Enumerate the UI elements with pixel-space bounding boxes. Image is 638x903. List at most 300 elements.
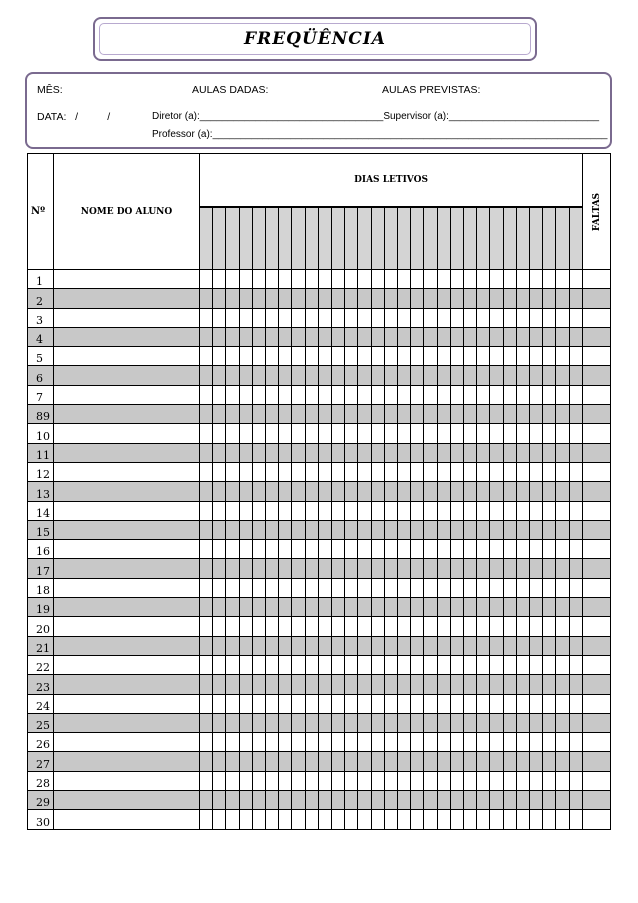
attendance-cell[interactable]	[279, 385, 292, 404]
attendance-cell[interactable]	[450, 289, 463, 308]
attendance-cell[interactable]	[530, 405, 543, 424]
attendance-cell[interactable]	[543, 733, 556, 752]
attendance-cell[interactable]	[332, 598, 345, 617]
attendance-cell[interactable]	[345, 308, 358, 327]
attendance-cell[interactable]	[318, 713, 331, 732]
attendance-cell[interactable]	[239, 598, 252, 617]
attendance-cell[interactable]	[332, 559, 345, 578]
attendance-cell[interactable]	[252, 655, 265, 674]
attendance-cell[interactable]	[252, 617, 265, 636]
attendance-cell[interactable]	[213, 636, 226, 655]
attendance-cell[interactable]	[450, 308, 463, 327]
attendance-cell[interactable]	[516, 713, 529, 732]
attendance-cell[interactable]	[318, 289, 331, 308]
attendance-cell[interactable]	[490, 675, 503, 694]
attendance-cell[interactable]	[226, 733, 239, 752]
attendance-cell[interactable]	[318, 675, 331, 694]
attendance-cell[interactable]	[266, 289, 279, 308]
attendance-cell[interactable]	[266, 308, 279, 327]
attendance-cell[interactable]	[398, 520, 411, 539]
attendance-cell[interactable]	[345, 810, 358, 829]
attendance-cell[interactable]	[318, 327, 331, 346]
attendance-cell[interactable]	[279, 675, 292, 694]
attendance-cell[interactable]	[292, 443, 305, 462]
attendance-cell[interactable]	[279, 405, 292, 424]
attendance-cell[interactable]	[384, 540, 397, 559]
attendance-cell[interactable]	[226, 655, 239, 674]
attendance-cell[interactable]	[213, 443, 226, 462]
attendance-cell[interactable]	[411, 559, 424, 578]
attendance-cell[interactable]	[424, 347, 437, 366]
attendance-cell[interactable]	[200, 405, 213, 424]
attendance-cell[interactable]	[556, 752, 569, 771]
attendance-cell[interactable]	[437, 713, 450, 732]
attendance-cell[interactable]	[266, 347, 279, 366]
attendance-cell[interactable]	[292, 405, 305, 424]
attendance-cell[interactable]	[556, 443, 569, 462]
attendance-cell[interactable]	[318, 636, 331, 655]
attendance-cell[interactable]	[477, 810, 490, 829]
attendance-cell[interactable]	[279, 289, 292, 308]
attendance-cell[interactable]	[358, 327, 371, 346]
attendance-cell[interactable]	[424, 366, 437, 385]
attendance-cell[interactable]	[516, 327, 529, 346]
attendance-cell[interactable]	[569, 675, 582, 694]
attendance-cell[interactable]	[305, 713, 318, 732]
student-name-cell[interactable]	[54, 424, 200, 443]
attendance-cell[interactable]	[318, 482, 331, 501]
attendance-cell[interactable]	[305, 810, 318, 829]
attendance-cell[interactable]	[424, 733, 437, 752]
attendance-cell[interactable]	[226, 810, 239, 829]
attendance-cell[interactable]	[464, 598, 477, 617]
attendance-cell[interactable]	[345, 733, 358, 752]
attendance-cell[interactable]	[279, 270, 292, 289]
attendance-cell[interactable]	[239, 540, 252, 559]
attendance-cell[interactable]	[266, 791, 279, 810]
attendance-cell[interactable]	[226, 462, 239, 481]
attendance-cell[interactable]	[556, 482, 569, 501]
attendance-cell[interactable]	[318, 655, 331, 674]
attendance-cell[interactable]	[200, 598, 213, 617]
attendance-cell[interactable]	[411, 617, 424, 636]
attendance-cell[interactable]	[477, 289, 490, 308]
attendance-cell[interactable]	[358, 501, 371, 520]
attendance-cell[interactable]	[332, 791, 345, 810]
attendance-cell[interactable]	[345, 443, 358, 462]
attendance-cell[interactable]	[252, 752, 265, 771]
attendance-cell[interactable]	[503, 636, 516, 655]
faltas-cell[interactable]	[583, 771, 611, 790]
attendance-cell[interactable]	[279, 578, 292, 597]
attendance-cell[interactable]	[371, 405, 384, 424]
attendance-cell[interactable]	[345, 771, 358, 790]
faltas-cell[interactable]	[583, 405, 611, 424]
attendance-cell[interactable]	[358, 270, 371, 289]
attendance-cell[interactable]	[239, 675, 252, 694]
attendance-cell[interactable]	[411, 675, 424, 694]
attendance-cell[interactable]	[358, 771, 371, 790]
attendance-cell[interactable]	[556, 501, 569, 520]
attendance-cell[interactable]	[239, 501, 252, 520]
student-name-cell[interactable]	[54, 791, 200, 810]
attendance-cell[interactable]	[569, 366, 582, 385]
attendance-cell[interactable]	[345, 462, 358, 481]
attendance-cell[interactable]	[305, 443, 318, 462]
attendance-cell[interactable]	[503, 771, 516, 790]
student-name-cell[interactable]	[54, 578, 200, 597]
attendance-cell[interactable]	[200, 791, 213, 810]
attendance-cell[interactable]	[213, 617, 226, 636]
attendance-cell[interactable]	[226, 424, 239, 443]
attendance-cell[interactable]	[530, 675, 543, 694]
student-name-cell[interactable]	[54, 520, 200, 539]
attendance-cell[interactable]	[332, 405, 345, 424]
faltas-cell[interactable]	[583, 366, 611, 385]
attendance-cell[interactable]	[437, 771, 450, 790]
attendance-cell[interactable]	[318, 424, 331, 443]
student-name-cell[interactable]	[54, 655, 200, 674]
attendance-cell[interactable]	[358, 347, 371, 366]
attendance-cell[interactable]	[332, 752, 345, 771]
attendance-cell[interactable]	[318, 598, 331, 617]
attendance-cell[interactable]	[398, 752, 411, 771]
attendance-cell[interactable]	[398, 501, 411, 520]
faltas-cell[interactable]	[583, 443, 611, 462]
attendance-cell[interactable]	[569, 694, 582, 713]
attendance-cell[interactable]	[292, 501, 305, 520]
attendance-cell[interactable]	[213, 694, 226, 713]
student-name-cell[interactable]	[54, 443, 200, 462]
attendance-cell[interactable]	[279, 694, 292, 713]
attendance-cell[interactable]	[239, 617, 252, 636]
attendance-cell[interactable]	[292, 366, 305, 385]
attendance-cell[interactable]	[384, 462, 397, 481]
faltas-cell[interactable]	[583, 655, 611, 674]
attendance-cell[interactable]	[398, 482, 411, 501]
attendance-cell[interactable]	[266, 810, 279, 829]
attendance-cell[interactable]	[213, 578, 226, 597]
attendance-cell[interactable]	[239, 655, 252, 674]
attendance-cell[interactable]	[424, 791, 437, 810]
faltas-cell[interactable]	[583, 713, 611, 732]
attendance-cell[interactable]	[569, 598, 582, 617]
attendance-cell[interactable]	[252, 462, 265, 481]
attendance-cell[interactable]	[437, 540, 450, 559]
attendance-cell[interactable]	[266, 462, 279, 481]
attendance-cell[interactable]	[213, 347, 226, 366]
attendance-cell[interactable]	[226, 617, 239, 636]
attendance-cell[interactable]	[530, 559, 543, 578]
attendance-cell[interactable]	[200, 636, 213, 655]
attendance-cell[interactable]	[371, 810, 384, 829]
attendance-cell[interactable]	[411, 540, 424, 559]
attendance-cell[interactable]	[464, 694, 477, 713]
attendance-cell[interactable]	[384, 327, 397, 346]
attendance-cell[interactable]	[213, 462, 226, 481]
attendance-cell[interactable]	[332, 308, 345, 327]
attendance-cell[interactable]	[516, 752, 529, 771]
attendance-cell[interactable]	[424, 617, 437, 636]
attendance-cell[interactable]	[305, 675, 318, 694]
attendance-cell[interactable]	[464, 462, 477, 481]
attendance-cell[interactable]	[530, 540, 543, 559]
attendance-cell[interactable]	[213, 733, 226, 752]
attendance-cell[interactable]	[516, 617, 529, 636]
attendance-cell[interactable]	[437, 289, 450, 308]
attendance-cell[interactable]	[464, 501, 477, 520]
attendance-cell[interactable]	[516, 694, 529, 713]
attendance-cell[interactable]	[398, 655, 411, 674]
student-name-cell[interactable]	[54, 733, 200, 752]
attendance-cell[interactable]	[398, 424, 411, 443]
attendance-cell[interactable]	[371, 501, 384, 520]
attendance-cell[interactable]	[450, 675, 463, 694]
attendance-cell[interactable]	[411, 289, 424, 308]
attendance-cell[interactable]	[345, 559, 358, 578]
attendance-cell[interactable]	[530, 482, 543, 501]
attendance-cell[interactable]	[503, 810, 516, 829]
attendance-cell[interactable]	[556, 327, 569, 346]
attendance-cell[interactable]	[252, 501, 265, 520]
attendance-cell[interactable]	[358, 405, 371, 424]
attendance-cell[interactable]	[424, 424, 437, 443]
attendance-cell[interactable]	[279, 347, 292, 366]
attendance-cell[interactable]	[569, 443, 582, 462]
attendance-cell[interactable]	[252, 520, 265, 539]
attendance-cell[interactable]	[411, 771, 424, 790]
attendance-cell[interactable]	[530, 771, 543, 790]
attendance-cell[interactable]	[543, 771, 556, 790]
attendance-cell[interactable]	[516, 501, 529, 520]
attendance-cell[interactable]	[358, 289, 371, 308]
student-name-cell[interactable]	[54, 636, 200, 655]
attendance-cell[interactable]	[332, 540, 345, 559]
attendance-cell[interactable]	[384, 405, 397, 424]
attendance-cell[interactable]	[490, 366, 503, 385]
attendance-cell[interactable]	[490, 405, 503, 424]
attendance-cell[interactable]	[464, 482, 477, 501]
attendance-cell[interactable]	[226, 366, 239, 385]
attendance-cell[interactable]	[279, 482, 292, 501]
attendance-cell[interactable]	[279, 540, 292, 559]
attendance-cell[interactable]	[424, 752, 437, 771]
attendance-cell[interactable]	[464, 733, 477, 752]
attendance-cell[interactable]	[318, 617, 331, 636]
attendance-cell[interactable]	[384, 501, 397, 520]
attendance-cell[interactable]	[200, 733, 213, 752]
attendance-cell[interactable]	[464, 617, 477, 636]
attendance-cell[interactable]	[503, 598, 516, 617]
attendance-cell[interactable]	[292, 385, 305, 404]
attendance-cell[interactable]	[279, 752, 292, 771]
attendance-cell[interactable]	[424, 520, 437, 539]
attendance-cell[interactable]	[464, 443, 477, 462]
attendance-cell[interactable]	[318, 733, 331, 752]
faltas-cell[interactable]	[583, 559, 611, 578]
attendance-cell[interactable]	[516, 791, 529, 810]
attendance-cell[interactable]	[569, 347, 582, 366]
attendance-cell[interactable]	[345, 791, 358, 810]
attendance-cell[interactable]	[305, 270, 318, 289]
attendance-cell[interactable]	[450, 791, 463, 810]
attendance-cell[interactable]	[516, 578, 529, 597]
attendance-cell[interactable]	[384, 810, 397, 829]
attendance-cell[interactable]	[503, 655, 516, 674]
attendance-cell[interactable]	[398, 385, 411, 404]
attendance-cell[interactable]	[424, 405, 437, 424]
attendance-cell[interactable]	[371, 462, 384, 481]
faltas-cell[interactable]	[583, 270, 611, 289]
attendance-cell[interactable]	[213, 366, 226, 385]
attendance-cell[interactable]	[252, 559, 265, 578]
attendance-cell[interactable]	[477, 598, 490, 617]
attendance-cell[interactable]	[358, 636, 371, 655]
attendance-cell[interactable]	[279, 713, 292, 732]
attendance-cell[interactable]	[503, 733, 516, 752]
attendance-cell[interactable]	[556, 424, 569, 443]
attendance-cell[interactable]	[543, 791, 556, 810]
attendance-cell[interactable]	[516, 771, 529, 790]
attendance-cell[interactable]	[516, 810, 529, 829]
attendance-cell[interactable]	[569, 578, 582, 597]
attendance-cell[interactable]	[411, 713, 424, 732]
attendance-cell[interactable]	[464, 347, 477, 366]
attendance-cell[interactable]	[266, 617, 279, 636]
attendance-cell[interactable]	[200, 771, 213, 790]
attendance-cell[interactable]	[345, 289, 358, 308]
attendance-cell[interactable]	[530, 347, 543, 366]
attendance-cell[interactable]	[556, 289, 569, 308]
attendance-cell[interactable]	[411, 424, 424, 443]
attendance-cell[interactable]	[292, 733, 305, 752]
attendance-cell[interactable]	[398, 598, 411, 617]
attendance-cell[interactable]	[239, 443, 252, 462]
attendance-cell[interactable]	[345, 578, 358, 597]
attendance-cell[interactable]	[266, 385, 279, 404]
attendance-cell[interactable]	[503, 520, 516, 539]
attendance-cell[interactable]	[556, 347, 569, 366]
attendance-cell[interactable]	[318, 694, 331, 713]
attendance-cell[interactable]	[569, 270, 582, 289]
attendance-cell[interactable]	[398, 405, 411, 424]
attendance-cell[interactable]	[358, 675, 371, 694]
attendance-cell[interactable]	[530, 655, 543, 674]
attendance-cell[interactable]	[358, 308, 371, 327]
attendance-cell[interactable]	[266, 578, 279, 597]
faltas-cell[interactable]	[583, 289, 611, 308]
attendance-cell[interactable]	[252, 598, 265, 617]
attendance-cell[interactable]	[503, 270, 516, 289]
attendance-cell[interactable]	[358, 482, 371, 501]
attendance-cell[interactable]	[450, 405, 463, 424]
attendance-cell[interactable]	[252, 540, 265, 559]
attendance-cell[interactable]	[266, 520, 279, 539]
attendance-cell[interactable]	[371, 327, 384, 346]
attendance-cell[interactable]	[569, 462, 582, 481]
attendance-cell[interactable]	[503, 694, 516, 713]
attendance-cell[interactable]	[569, 617, 582, 636]
student-name-cell[interactable]	[54, 675, 200, 694]
attendance-cell[interactable]	[252, 771, 265, 790]
student-name-cell[interactable]	[54, 540, 200, 559]
attendance-cell[interactable]	[384, 385, 397, 404]
attendance-cell[interactable]	[239, 771, 252, 790]
attendance-cell[interactable]	[477, 675, 490, 694]
attendance-cell[interactable]	[318, 578, 331, 597]
faltas-cell[interactable]	[583, 520, 611, 539]
attendance-cell[interactable]	[464, 424, 477, 443]
attendance-cell[interactable]	[305, 791, 318, 810]
attendance-cell[interactable]	[305, 308, 318, 327]
attendance-cell[interactable]	[398, 694, 411, 713]
attendance-cell[interactable]	[450, 636, 463, 655]
attendance-cell[interactable]	[516, 559, 529, 578]
attendance-cell[interactable]	[503, 366, 516, 385]
attendance-cell[interactable]	[477, 733, 490, 752]
attendance-cell[interactable]	[292, 327, 305, 346]
attendance-cell[interactable]	[384, 598, 397, 617]
attendance-cell[interactable]	[437, 327, 450, 346]
attendance-cell[interactable]	[226, 289, 239, 308]
attendance-cell[interactable]	[464, 810, 477, 829]
attendance-cell[interactable]	[200, 327, 213, 346]
attendance-cell[interactable]	[490, 270, 503, 289]
attendance-cell[interactable]	[371, 424, 384, 443]
attendance-cell[interactable]	[424, 501, 437, 520]
attendance-cell[interactable]	[543, 424, 556, 443]
attendance-cell[interactable]	[398, 443, 411, 462]
attendance-cell[interactable]	[252, 366, 265, 385]
attendance-cell[interactable]	[411, 501, 424, 520]
attendance-cell[interactable]	[213, 598, 226, 617]
attendance-cell[interactable]	[569, 791, 582, 810]
attendance-cell[interactable]	[556, 694, 569, 713]
attendance-cell[interactable]	[252, 327, 265, 346]
attendance-cell[interactable]	[477, 462, 490, 481]
attendance-cell[interactable]	[318, 501, 331, 520]
attendance-cell[interactable]	[384, 366, 397, 385]
attendance-cell[interactable]	[490, 540, 503, 559]
attendance-cell[interactable]	[358, 752, 371, 771]
attendance-cell[interactable]	[384, 713, 397, 732]
attendance-cell[interactable]	[437, 810, 450, 829]
attendance-cell[interactable]	[358, 559, 371, 578]
attendance-cell[interactable]	[450, 771, 463, 790]
attendance-cell[interactable]	[252, 405, 265, 424]
attendance-cell[interactable]	[345, 655, 358, 674]
attendance-cell[interactable]	[332, 810, 345, 829]
attendance-cell[interactable]	[358, 578, 371, 597]
attendance-cell[interactable]	[226, 385, 239, 404]
attendance-cell[interactable]	[569, 327, 582, 346]
attendance-cell[interactable]	[384, 347, 397, 366]
attendance-cell[interactable]	[292, 752, 305, 771]
attendance-cell[interactable]	[464, 791, 477, 810]
attendance-cell[interactable]	[239, 482, 252, 501]
attendance-cell[interactable]	[252, 443, 265, 462]
attendance-cell[interactable]	[226, 636, 239, 655]
attendance-cell[interactable]	[450, 733, 463, 752]
attendance-cell[interactable]	[424, 270, 437, 289]
attendance-cell[interactable]	[213, 405, 226, 424]
attendance-cell[interactable]	[371, 733, 384, 752]
attendance-cell[interactable]	[503, 501, 516, 520]
faltas-cell[interactable]	[583, 636, 611, 655]
attendance-cell[interactable]	[213, 713, 226, 732]
attendance-cell[interactable]	[556, 791, 569, 810]
attendance-cell[interactable]	[213, 655, 226, 674]
